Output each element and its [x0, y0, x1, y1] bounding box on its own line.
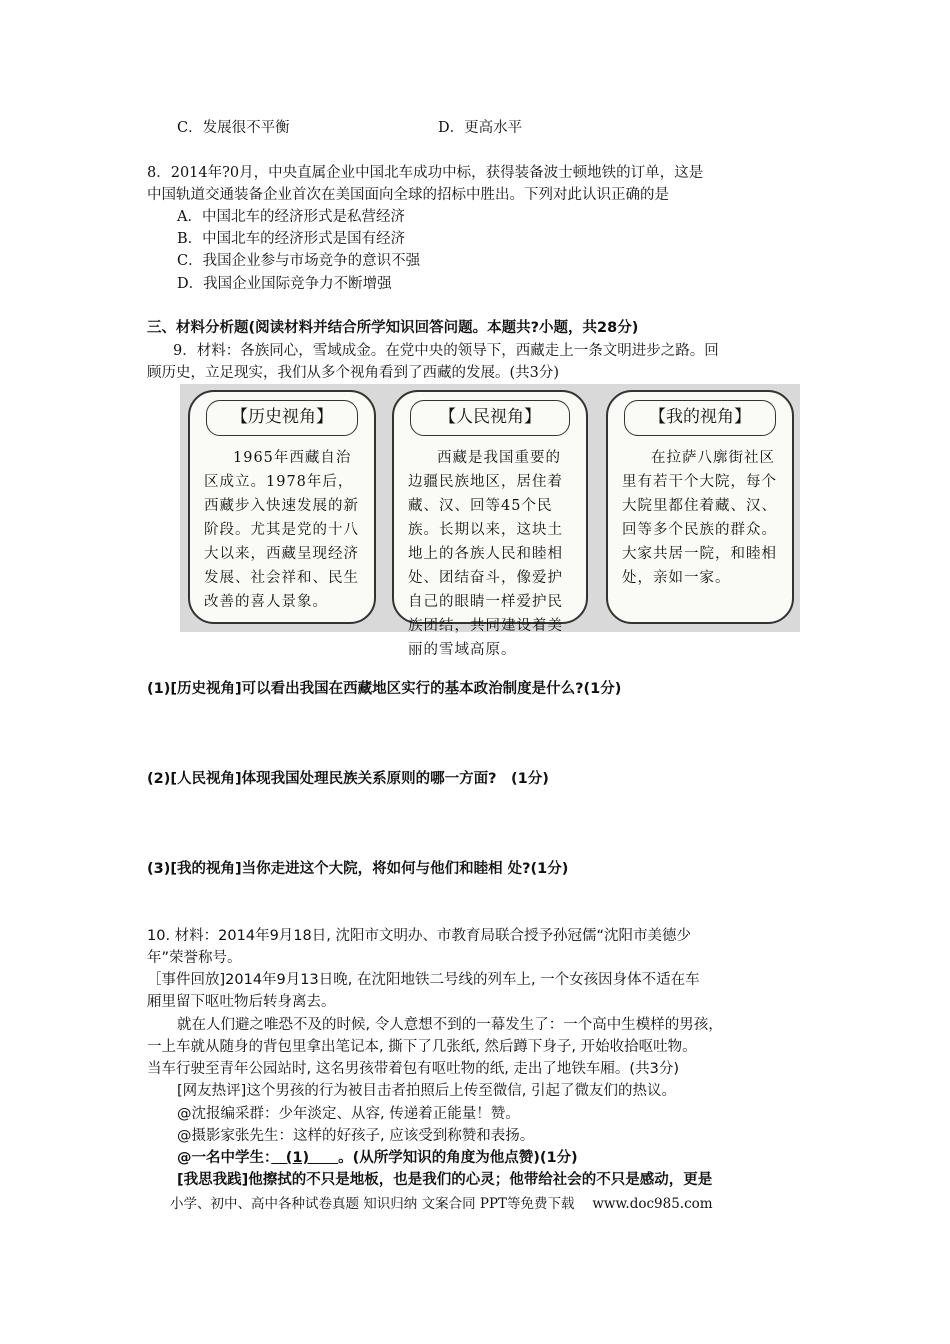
q8-stem: 8．2014年?0月，中央直属企业中国北车成功中标，获得装备波士顿地铁的订单，这是: [147, 165, 704, 181]
my-view-text: 在拉萨八廓街社区里有若干个大院，每个大院里都住着藏、汉、回等多个民族的群众。大家共居一院，和睦相处，亲如一家。: [622, 450, 777, 586]
people-view-title: 【人民视角】: [410, 400, 570, 436]
q9-material-figure: [180, 384, 800, 658]
q10-line-2: 年”荣誉称号。: [147, 950, 242, 966]
q9-sub2: (2)[人民视角]体现我国处理民族关系原则的哪一方面? (1分): [147, 771, 549, 787]
my-view-title: 【我的视角】: [624, 400, 776, 436]
q9-sub1: (1)[历史视角]可以看出我国在西藏地区实行的基本政治制度是什么?(1分): [147, 681, 622, 697]
q10-line-11-suffix: 。(从所学知识的角度为他点赞)(1分): [338, 1150, 578, 1166]
q10-line-6: 一上车就从随身的背包里拿出笔记本, 撕下了几张纸, 然后蹲下身子, 开始收拾呕吐物。: [147, 1039, 697, 1055]
footer-ad: 小学、初中、高中各种试卷真题 知识归纳 文案合同 PPT等免费下载 www.doc985.com: [170, 1196, 713, 1212]
q10-line-4: 厢里留下呕吐物后转身离去。: [147, 994, 336, 1010]
q10-line-10: @摄影家张先生：这样的好孩子, 应该受到称赞和表扬。: [177, 1128, 535, 1144]
q8-option-a: A．中国北车的经济形式是私营经济: [177, 209, 405, 225]
q8-option-d: D．我国企业国际竞争力不断增强: [177, 276, 392, 292]
history-view-panel: [188, 390, 376, 624]
people-view-text: 西藏是我国重要的边疆民族地区，居住着藏、汉、回等45个民族。长期以来，这块土地上的各族人民和睦相处、团结奋斗，像爱护自己的眼睛一样爱护民族团结，共同建设着美丽的雪域高原。: [408, 450, 563, 658]
q10-line-11-prefix: @一名中学生：: [177, 1150, 272, 1166]
q9-sub3: (3)[我的视角]当你走进这个大院，将如何与他们和睦相 处?(1分): [147, 861, 569, 877]
q9-stem-2: 顾历史，立足现实，我们从多个视角看到了西藏的发展。(共3分): [147, 365, 560, 381]
history-view-text: 1965年西藏自治区成立。1978年后，西藏步入快速发展的新阶段。尤其是党的十八大以来，西藏呈现经济发展、社会祥和、民生改善的喜人景象。: [204, 450, 359, 610]
q10-line-11: [177, 1148, 578, 1168]
answer-blank-1: (1): [271, 1150, 339, 1166]
q8-stem-2: 中国轨道交通装备企业首次在美国面向全球的招标中胜出。下列对此认识正确的是: [147, 187, 669, 203]
q10-line-3: ［事件回放]2014年9月13日晚, 在沈阳地铁二号线的列车上, 一个女孩因身体不适在车: [147, 972, 700, 988]
q10-line-1: 10. 材料：2014年9月18日, 沈阳市文明办、市教育局联合授予孙冠儒“沈阳市美德少: [147, 928, 691, 944]
q8-option-c: C．我国企业参与市场竞争的意识不强: [177, 253, 421, 269]
q9-stem: 9．材料：各族同心，雪域成金。在党中央的领导下，西藏走上一条文明进步之路。回: [173, 343, 719, 359]
q10-line-9: @沈报编采群：少年淡定、从容, 传递着正能量！赞。: [177, 1106, 520, 1122]
q7-option-d: D．更高水平: [438, 120, 523, 136]
q8-option-b: B．中国北车的经济形式是国有经济: [177, 231, 406, 247]
q10-line-12: [我思我践]他擦拭的不只是地板，也是我们的心灵；他带给社会的不只是感动，更是: [177, 1172, 713, 1188]
q10-line-5: 就在人们避之唯恐不及的时候, 令人意想不到的一幕发生了：一个高中生模样的男孩，: [177, 1017, 723, 1033]
q10-line-8: [网友热评]这个男孩的行为被目击者拍照后上传至微信, 引起了微友们的热议。: [177, 1083, 677, 1099]
history-view-title: 【历史视角】: [206, 400, 358, 436]
section-3-heading: 三、材料分析题(阅读材料并结合所学知识回答问题。本题共?小题，共28分): [147, 320, 639, 336]
people-view-panel: [392, 390, 588, 658]
q10-line-7: 当车行驶至青年公园站时, 这名男孩带着包有呕吐物的纸, 走出了地铁车厢。(共3分): [147, 1061, 679, 1077]
q7-option-c: C．发展很不平衡: [177, 120, 290, 136]
my-view-panel: [606, 390, 794, 624]
